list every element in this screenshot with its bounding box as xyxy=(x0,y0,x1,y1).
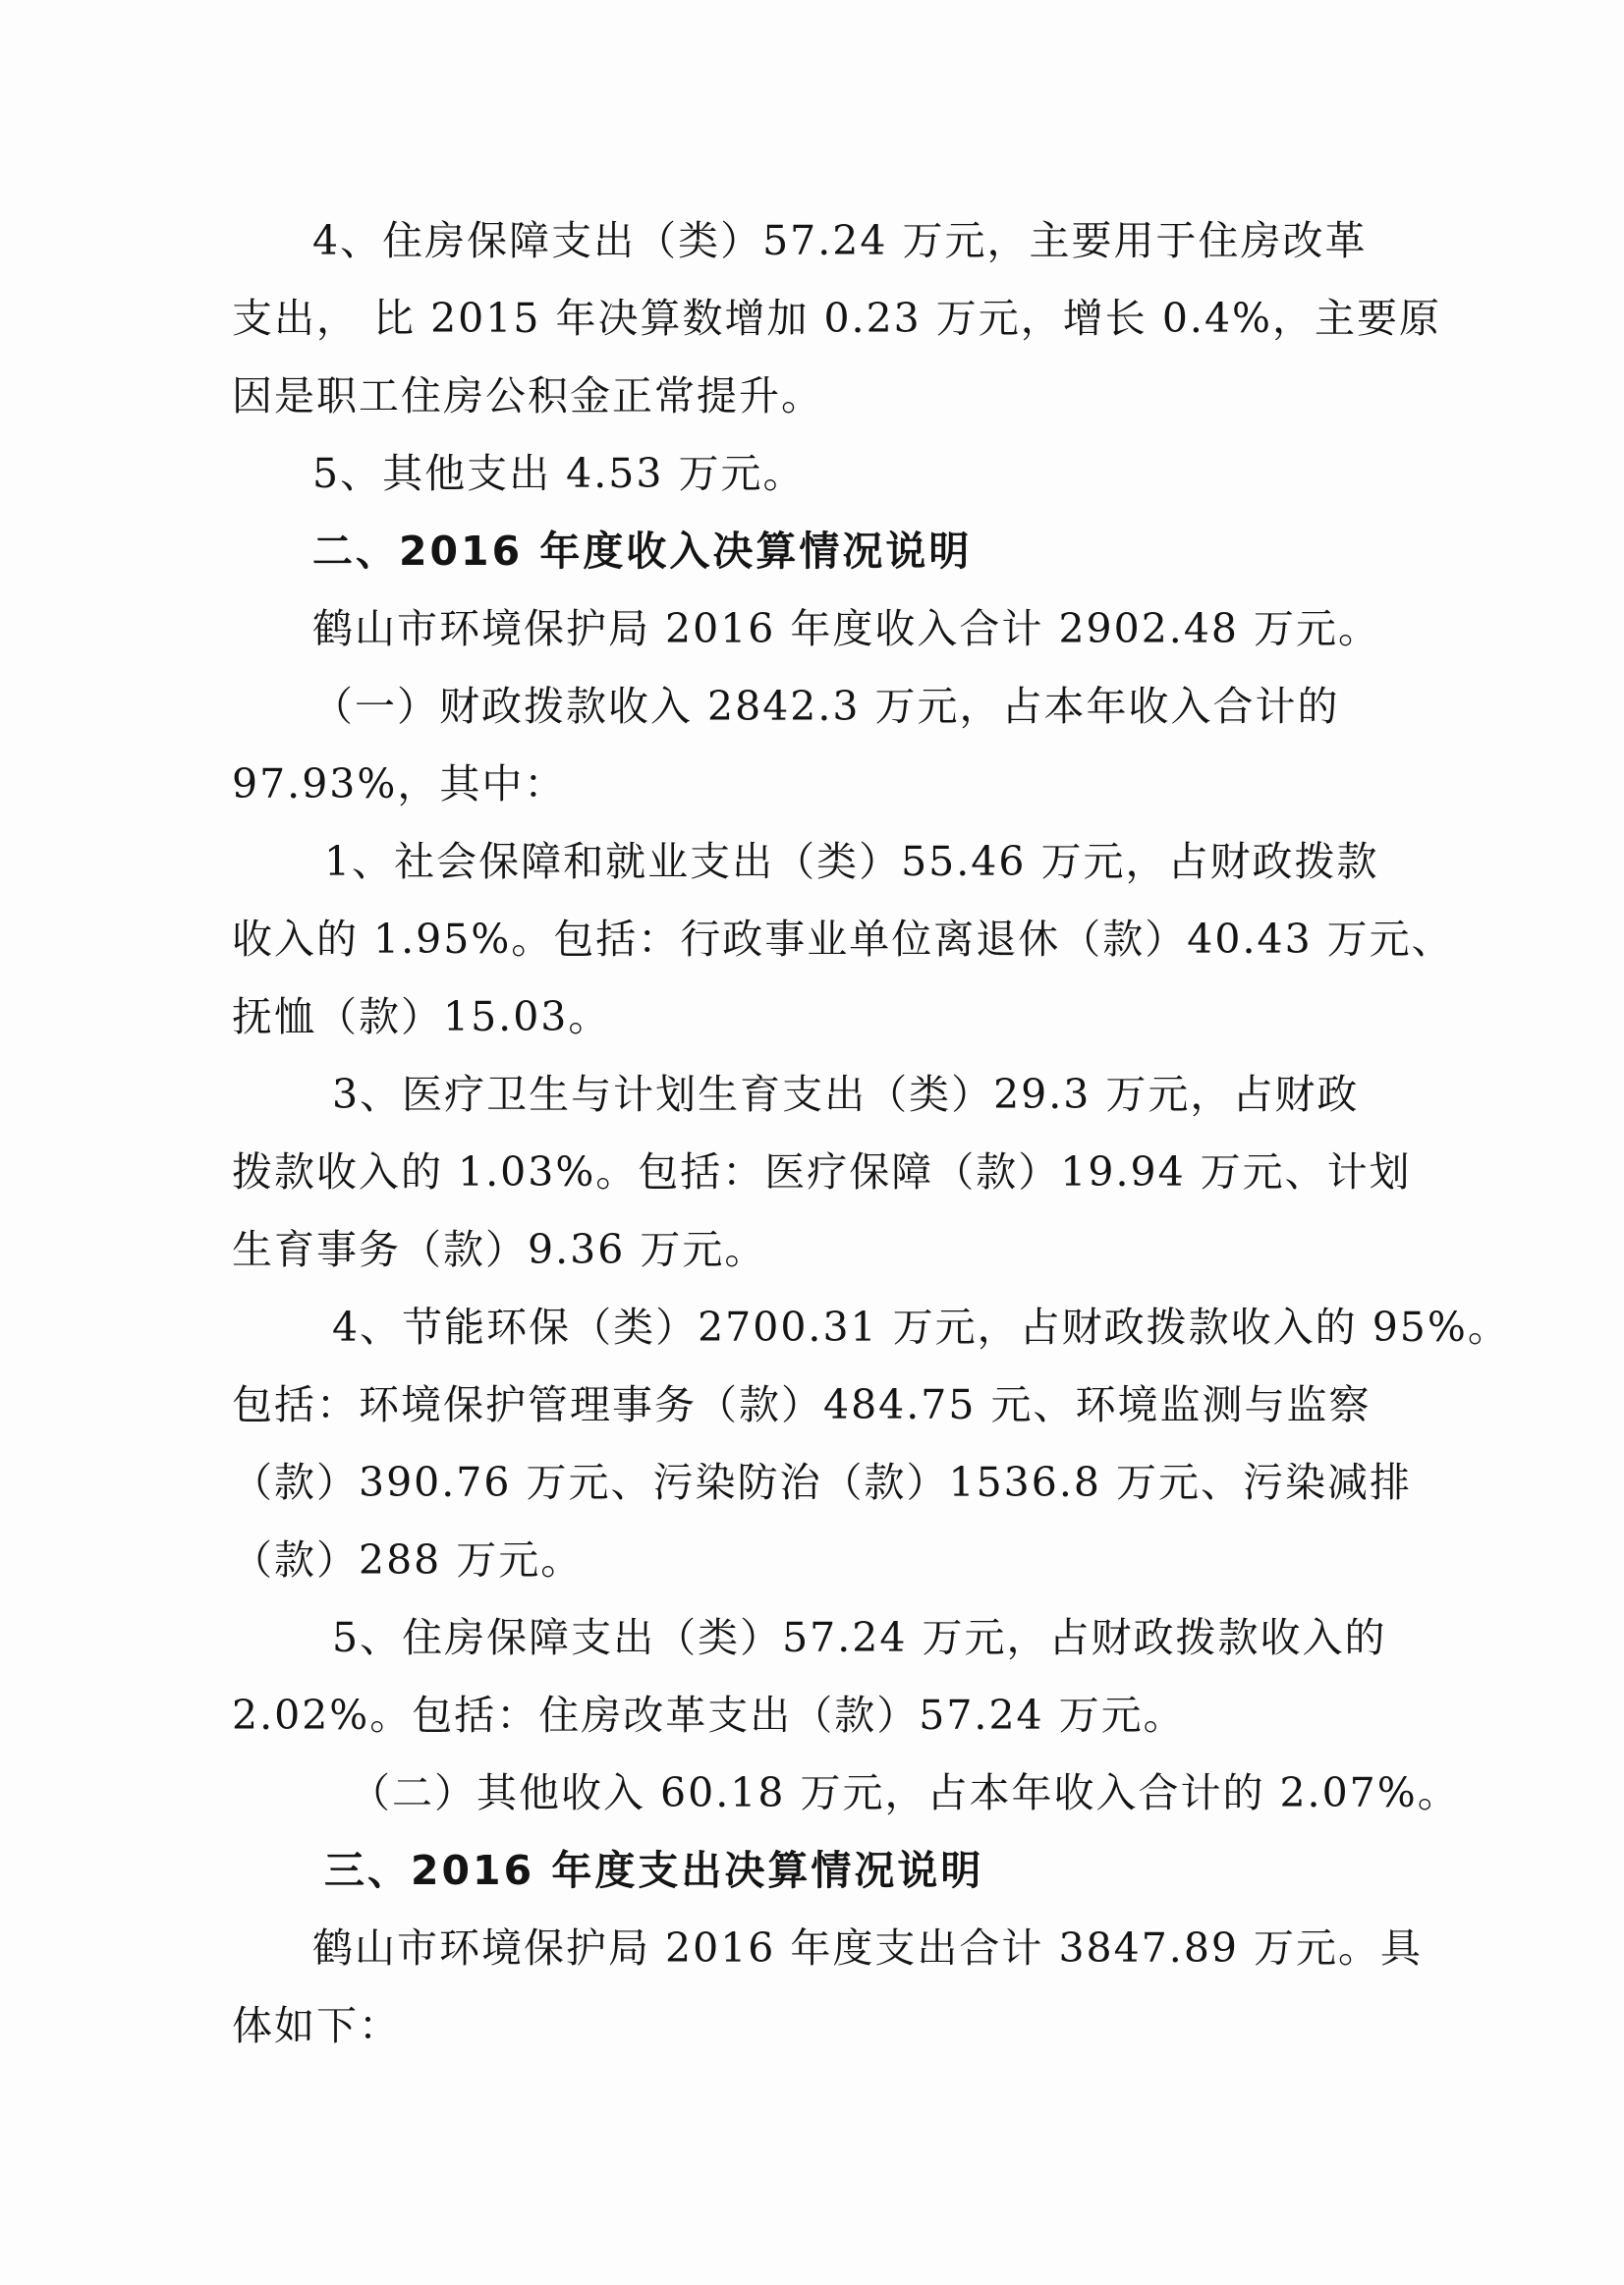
paragraph-line: 因是职工住房公积金正常提升。 xyxy=(232,372,823,419)
paragraph-line: （款）390.76 万元、污染防治（款）1536.8 万元、污染减排 xyxy=(232,1459,1412,1506)
paragraph-line: 4、住房保障支出（类）57.24 万元，主要用于住房改革 xyxy=(312,217,1368,264)
paragraph-line: （款）288 万元。 xyxy=(232,1536,584,1584)
paragraph-line: 鹤山市环境保护局 2016 年度支出合计 3847.89 万元。具 xyxy=(312,1924,1424,1972)
paragraph-line: 包括：环境保护管理事务（款）484.75 元、环境监测与监察 xyxy=(232,1381,1372,1428)
paragraph-line: 生育事务（款）9.36 万元。 xyxy=(232,1226,767,1273)
paragraph-line: 收入的 1.95%。包括：行政事业单位离退休（款）40.43 万元、 xyxy=(232,916,1454,963)
paragraph-line: 3、医疗卫生与计划生育支出（类）29.3 万元，占财政 xyxy=(332,1071,1360,1118)
paragraph-line: 97.93%，其中： xyxy=(232,760,567,808)
paragraph-line: （一）财政拨款收入 2842.3 万元，占本年收入合计的 xyxy=(312,683,1340,730)
paragraph-line: 体如下： xyxy=(232,2002,401,2049)
paragraph-line: 1、社会保障和就业支出（类）55.46 万元，占财政拨款 xyxy=(324,838,1379,885)
paragraph-line: 抚恤（款）15.03。 xyxy=(232,993,611,1040)
paragraph-line: 2.02%。包括：住房改革支出（款）57.24 万元。 xyxy=(232,1692,1186,1739)
section-heading-income: 二、2016 年度收入决算情况说明 xyxy=(312,528,973,575)
paragraph-line: 鹤山市环境保护局 2016 年度收入合计 2902.48 万元。 xyxy=(312,605,1381,652)
paragraph-line: 4、节能环保（类）2700.31 万元，占财政拨款收入的 95%。 xyxy=(332,1304,1510,1351)
paragraph-line: 支出， 比 2015 年决算数增加 0.23 万元，增长 0.4%，主要原 xyxy=(232,295,1441,342)
paragraph-line: 5、其他支出 4.53 万元。 xyxy=(312,450,806,497)
section-heading-expenditure: 三、2016 年度支出决算情况说明 xyxy=(324,1847,984,1894)
paragraph-line: （二）其他收入 60.18 万元，占本年收入合计的 2.07%。 xyxy=(350,1769,1460,1816)
paragraph-line: 拨款收入的 1.03%。包括：医疗保障（款）19.94 万元、计划 xyxy=(232,1148,1412,1196)
paragraph-line: 5、住房保障支出（类）57.24 万元，占财政拨款收入的 xyxy=(332,1614,1387,1661)
